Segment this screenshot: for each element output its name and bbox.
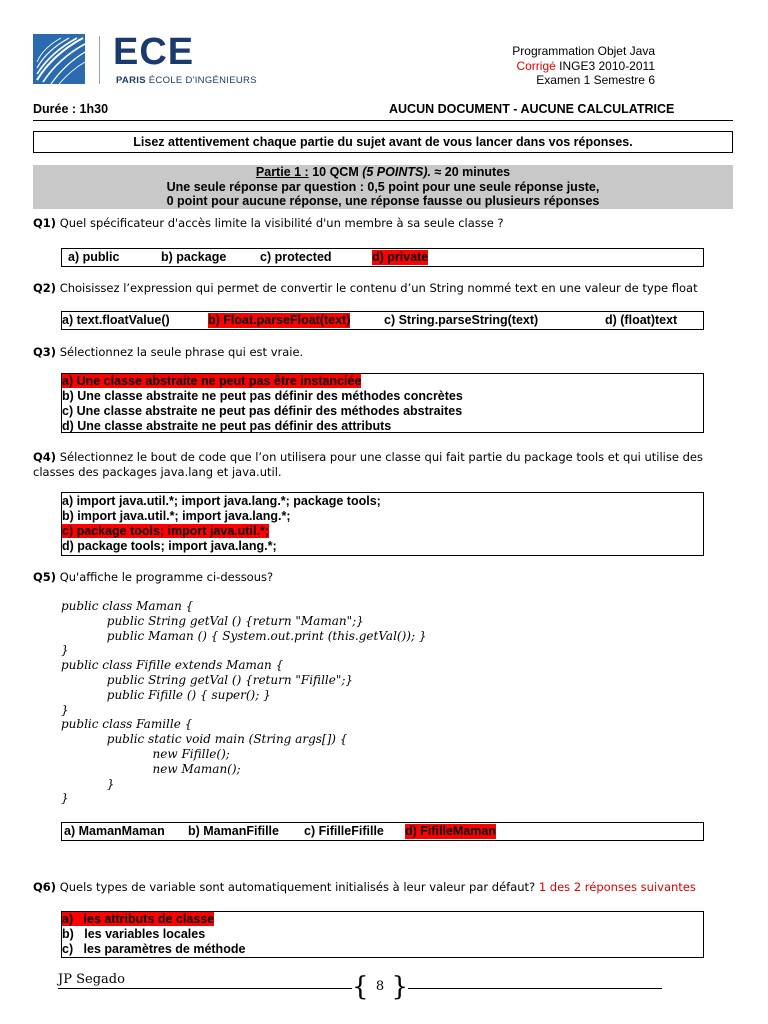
q4-option-a: a) import java.util.*; import java.lang.*; package tools; <box>62 494 381 508</box>
code-line: public static void main (String args[]) { <box>61 732 348 747</box>
q2-option-b-correct: b) Float.parseFloat(text) <box>208 313 351 327</box>
q1-option-a: a) public <box>68 250 120 264</box>
q4-option-d: d) package tools; import java.lang.*; <box>62 539 277 553</box>
q5-option-c: c) FifilleFifille <box>304 824 384 838</box>
q5-code-block <box>61 599 426 806</box>
course-title: Programmation Objet Java <box>512 44 655 58</box>
question-3: Q3) Sélectionnez la seule phrase qui est vraie. <box>33 345 304 359</box>
q2-option-d: d) (float)text <box>605 313 678 327</box>
q3-answers <box>61 373 704 433</box>
code-line: } <box>61 702 69 717</box>
logo-subtitle: PARIS ÉCOLE D'INGÉNIEURS <box>116 75 257 86</box>
code-line: } <box>61 776 115 791</box>
instructions-box: Lisez attentivement chaque partie du sujet avant de vous lancer dans vos réponses. <box>33 131 733 153</box>
question-5: Q5) Qu'affiche le programme ci-dessous? <box>33 570 274 584</box>
q1-option-b: b) package <box>161 250 227 264</box>
q6-option-b: b) les variables locales <box>62 927 206 941</box>
exam-duration: Durée : 1h30 <box>33 102 109 116</box>
course-info <box>512 44 655 88</box>
code-line: public class Fifille extends Maman { <box>61 658 284 673</box>
code-line: } <box>61 643 69 658</box>
q5-answers <box>61 822 704 841</box>
code-line: new Maman(); <box>61 761 241 776</box>
code-line: public class Famille { <box>61 717 193 732</box>
logo-text: ECE <box>113 31 195 73</box>
q1-option-c: c) protected <box>260 250 332 264</box>
code-line: new Fifille(); <box>61 746 230 761</box>
part-header: Partie 1 : 10 QCM (5 POINTS). ≈ 20 minutes Une seule réponse par question : 0,5 point pour une seule réponse juste, 0 point pour aucune réponse, une réponse fausse ou plusieurs réponses <box>33 165 733 209</box>
code-line: public class Maman { <box>61 599 194 613</box>
q3-option-c: c) Une classe abstraite ne peut pas définir des méthodes abstraites <box>62 404 463 418</box>
q4-option-c-correct: c) package tools; import java.util.*; <box>62 524 269 538</box>
ece-logo-mark <box>33 34 85 84</box>
page-number: { 8 } <box>352 972 408 1002</box>
code-line: public String getVal () {return "Maman";} <box>61 613 364 628</box>
question-2: Q2) Choisissez l’expression qui permet de convertir le contenu d’un String nommé text en une valeur de type float <box>33 281 698 295</box>
q2-option-c: c) String.parseString(text) <box>384 313 539 327</box>
exam-line: Examen 1 Semestre 6 <box>536 73 655 87</box>
q6-answers <box>61 911 704 958</box>
exam-rules: AUCUN DOCUMENT - AUCUNE CALCULATRICE <box>389 102 675 116</box>
q4-option-b: b) import java.util.*; import java.lang.*; <box>62 509 291 523</box>
q3-option-d: d) Une classe abstraite ne peut pas définir des attributs <box>62 419 392 433</box>
q6-option-a-correct: a) les attributs de classe <box>62 912 215 926</box>
logo-divider <box>99 36 100 84</box>
q5-option-b: b) MamanFifille <box>188 824 279 838</box>
q3-option-b: b) Une classe abstraite ne peut pas définir des méthodes concrètes <box>62 389 463 403</box>
footer-author: JP Segado <box>58 972 125 987</box>
question-1: Q1) Quel spécificateur d'accès limite la visibilité d'un membre à sa seule classe ? <box>33 216 504 230</box>
q1-answers <box>61 248 704 267</box>
code-line: public String getVal () {return "Fifille";} <box>61 672 354 687</box>
q3-option-a-correct: a) Une classe abstraite ne peut pas être instanciée <box>62 374 362 388</box>
code-line: public Fifille () { super(); } <box>61 687 271 702</box>
q5-option-a: a) MamanMaman <box>64 824 165 838</box>
q6-option-c: c) les paramètres de méthode <box>62 942 246 956</box>
q5-option-d-correct: d) FifilleMaman <box>405 824 496 838</box>
question-4: Q4) Sélectionnez le bout de code que l’on utilisera pour une classe qui fait partie du package tools et qui utilise des classes des packages java.lang et java.util. <box>33 450 703 479</box>
q2-option-a: a) text.floatValue() <box>62 313 170 327</box>
corrige-line: Corrigé INGE3 2010-2011 <box>516 58 655 73</box>
code-line: } <box>61 791 69 806</box>
question-6: Q6) Quels types de variable sont automatiquement initialisés à leur valeur par défaut? 1 des 2 réponses suivantes <box>33 880 696 894</box>
q1-option-d-correct: d) private <box>372 250 429 264</box>
q4-answers <box>61 492 704 556</box>
code-line: public Maman () { System.out.print (this.getVal()); } <box>61 628 427 643</box>
q2-answers <box>61 311 704 330</box>
header-rule <box>33 120 733 121</box>
